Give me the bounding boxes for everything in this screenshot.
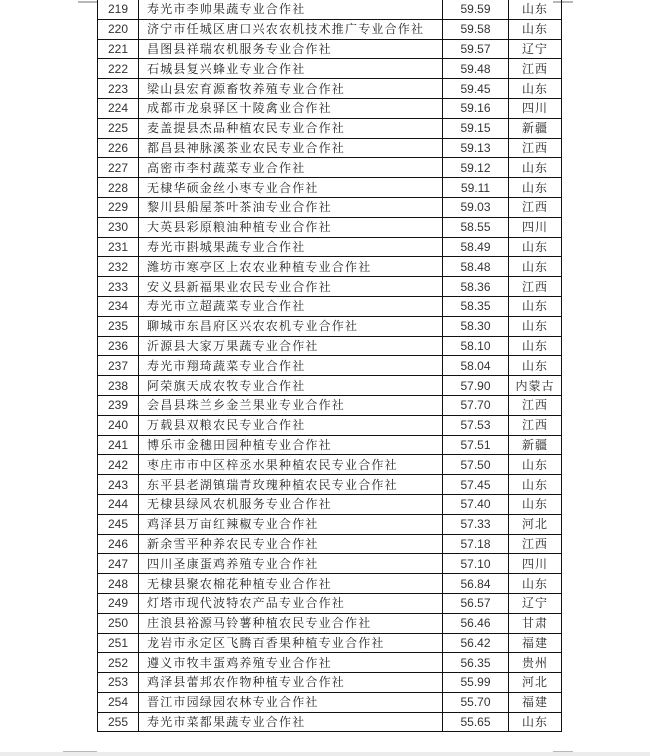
province-cell: 山东 [509,158,562,178]
table-row [98,237,562,257]
province-cell: 江西 [509,395,562,415]
cooperative-name-cell: 都昌县神脉溪茶业农民专业合作社 [139,138,443,158]
rank-cell: 222 [98,59,139,79]
province-cell: 山东 [509,494,562,514]
table-row [98,336,562,356]
province-cell: 山东 [509,178,562,198]
table-row [98,712,562,732]
table-row [98,277,562,297]
cooperative-name-cell: 新余雪平种养农民专业合作社 [139,534,443,554]
score-cell: 59.57 [443,39,509,59]
cooperative-name-cell: 东平县老湖镇瑞青玫瑰种植农民专业合作社 [139,475,443,495]
province-cell: 山东 [509,79,562,99]
table-row [98,534,562,554]
province-cell: 河北 [509,514,562,534]
score-cell: 55.65 [443,712,509,732]
cooperative-name-cell: 寿光市立超蔬菜专业合作社 [139,296,443,316]
score-cell: 58.49 [443,237,509,257]
table-row [98,39,562,59]
rank-cell: 245 [98,514,139,534]
rank-cell: 248 [98,574,139,594]
score-cell: 57.50 [443,455,509,475]
cooperative-name-cell: 石城县复兴蜂业专业合作社 [139,59,443,79]
table-row [98,178,562,198]
table-row [98,613,562,633]
score-cell: 55.70 [443,692,509,712]
rank-cell: 250 [98,613,139,633]
province-cell: 山东 [509,257,562,277]
cooperative-name-cell: 大英县彩原粮油种植专业合作社 [139,217,443,237]
province-cell: 贵州 [509,653,562,673]
score-cell: 57.90 [443,376,509,396]
score-cell: 59.11 [443,178,509,198]
cooperative-name-cell: 枣庄市市中区梓丞水果种植农民专业合作社 [139,455,443,475]
cooperative-name-cell: 博乐市金穗田园种植专业合作社 [139,435,443,455]
cooperative-name-cell: 阿荣旗天成农牧专业合作社 [139,376,443,396]
table-row [98,79,562,99]
cooperative-name-cell: 无棣县绿风农机服务专业合作社 [139,494,443,514]
rank-cell: 229 [98,197,139,217]
table-row [98,494,562,514]
table-row [98,653,562,673]
score-cell: 57.45 [443,475,509,495]
table-row [98,356,562,376]
score-cell: 58.55 [443,217,509,237]
rank-cell: 244 [98,494,139,514]
rank-cell: 226 [98,138,139,158]
table-row [98,455,562,475]
score-cell: 59.15 [443,118,509,138]
score-cell: 57.10 [443,554,509,574]
province-cell: 江西 [509,59,562,79]
rank-cell: 247 [98,554,139,574]
province-cell: 山东 [509,712,562,732]
province-cell: 河北 [509,673,562,693]
rank-cell: 252 [98,653,139,673]
table-row [98,257,562,277]
score-cell: 57.51 [443,435,509,455]
score-cell: 59.45 [443,79,509,99]
rank-cell: 227 [98,158,139,178]
score-cell: 56.46 [443,613,509,633]
rank-cell: 241 [98,435,139,455]
province-cell: 新疆 [509,118,562,138]
rank-cell: 251 [98,633,139,653]
province-cell: 四川 [509,217,562,237]
cooperative-name-cell: 寿光市斟城果蔬专业合作社 [139,237,443,257]
table-row [98,395,562,415]
cooperative-name-cell: 沂源县大家万果蔬专业合作社 [139,336,443,356]
rank-cell: 239 [98,395,139,415]
rank-cell: 219 [98,0,139,19]
rank-cell: 253 [98,673,139,693]
score-cell: 57.40 [443,494,509,514]
cooperative-name-cell: 庄浪县裕源马铃薯种植农民专业合作社 [139,613,443,633]
rank-cell: 231 [98,237,139,257]
province-cell: 山东 [509,19,562,39]
score-cell: 58.10 [443,336,509,356]
province-cell: 山东 [509,475,562,495]
province-cell: 江西 [509,534,562,554]
ranking-table [97,0,562,732]
cooperative-name-cell: 晋江市园绿园农林专业合作社 [139,692,443,712]
cooperative-name-cell: 龙岩市永定区飞腾百香果种植专业合作社 [139,633,443,653]
rank-cell: 228 [98,178,139,198]
province-cell: 山东 [509,455,562,475]
province-cell: 山东 [509,356,562,376]
table-row [98,316,562,336]
province-cell: 新疆 [509,435,562,455]
table-row [98,138,562,158]
cooperative-name-cell: 寿光市菜都果蔬专业合作社 [139,712,443,732]
cooperative-name-cell: 昌图县祥瑞农机服务专业合作社 [139,39,443,59]
score-cell: 59.16 [443,98,509,118]
rank-cell: 230 [98,217,139,237]
province-cell: 辽宁 [509,593,562,613]
cooperative-name-cell: 无棣华硕金丝小枣专业合作社 [139,178,443,198]
cooperative-name-cell: 鸡泽县蕾邦农作物种植专业合作社 [139,673,443,693]
province-cell: 福建 [509,692,562,712]
rank-cell: 223 [98,79,139,99]
rank-cell: 224 [98,98,139,118]
rank-cell: 235 [98,316,139,336]
cooperative-name-cell: 会昌县珠兰乡金兰果业专业合作社 [139,395,443,415]
table-row [98,633,562,653]
rank-cell: 220 [98,19,139,39]
rank-cell: 225 [98,118,139,138]
province-cell: 辽宁 [509,39,562,59]
cooperative-name-cell: 梁山县宏育源畜牧养殖专业合作社 [139,79,443,99]
cooperative-name-cell: 灯塔市现代波特农产品专业合作社 [139,593,443,613]
score-cell: 58.30 [443,316,509,336]
cooperative-name-cell: 麦盖提县杰品种植农民专业合作社 [139,118,443,138]
score-cell: 58.04 [443,356,509,376]
table-row [98,197,562,217]
rank-cell: 255 [98,712,139,732]
table-row [98,59,562,79]
rank-cell: 238 [98,376,139,396]
rank-cell: 232 [98,257,139,277]
cooperative-name-cell: 成都市龙泉驿区十陵禽业合作社 [139,98,443,118]
score-cell: 59.03 [443,197,509,217]
table-row [98,0,562,19]
rank-cell: 243 [98,475,139,495]
rank-cell: 242 [98,455,139,475]
cooperative-name-cell: 安义县新福果业农民专业合作社 [139,277,443,297]
province-cell: 江西 [509,138,562,158]
province-cell: 山东 [509,0,562,19]
table-row [98,475,562,495]
cooperative-name-cell: 济宁市任城区唐口兴农农机技术推广专业合作社 [139,19,443,39]
table-row [98,673,562,693]
ranking-table-body [98,0,562,732]
province-cell: 山东 [509,296,562,316]
rank-cell: 254 [98,692,139,712]
table-row [98,158,562,178]
cooperative-name-cell: 高密市李村蔬菜专业合作社 [139,158,443,178]
cooperative-name-cell: 万载县双粮农民专业合作社 [139,415,443,435]
province-cell: 江西 [509,415,562,435]
score-cell: 55.99 [443,673,509,693]
score-cell: 58.36 [443,277,509,297]
score-cell: 56.57 [443,593,509,613]
page-corner-mark-top-left [78,1,97,3]
province-cell: 四川 [509,554,562,574]
score-cell: 57.18 [443,534,509,554]
table-row [98,554,562,574]
table-row [98,98,562,118]
score-cell: 59.13 [443,138,509,158]
rank-cell: 240 [98,415,139,435]
table-row [98,376,562,396]
score-cell: 58.35 [443,296,509,316]
rank-cell: 249 [98,593,139,613]
score-cell: 56.84 [443,574,509,594]
cooperative-name-cell: 无棣县聚农棉花种植专业合作社 [139,574,443,594]
rank-cell: 236 [98,336,139,356]
rank-cell: 246 [98,534,139,554]
province-cell: 山东 [509,336,562,356]
table-row [98,692,562,712]
table-row [98,593,562,613]
table-row [98,296,562,316]
rank-cell: 221 [98,39,139,59]
rank-cell: 237 [98,356,139,376]
province-cell: 内蒙古 [509,376,562,396]
table-row [98,19,562,39]
province-cell: 甘肃 [509,613,562,633]
cooperative-name-cell: 黎川县船屋茶叶茶油专业合作社 [139,197,443,217]
table-row [98,574,562,594]
table-row [98,435,562,455]
score-cell: 57.70 [443,395,509,415]
province-cell: 山东 [509,316,562,336]
province-cell: 江西 [509,277,562,297]
score-cell: 59.48 [443,59,509,79]
score-cell: 56.42 [443,633,509,653]
score-cell: 57.33 [443,514,509,534]
province-cell: 福建 [509,633,562,653]
province-cell: 四川 [509,98,562,118]
table-row [98,514,562,534]
score-cell: 59.58 [443,19,509,39]
cooperative-name-cell: 四川圣康蛋鸡养殖专业合作社 [139,554,443,574]
province-cell: 山东 [509,574,562,594]
cooperative-name-cell: 鸡泽县万亩红辣椒专业合作社 [139,514,443,534]
score-cell: 59.12 [443,158,509,178]
cooperative-name-cell: 寿光市翔琦蔬菜专业合作社 [139,356,443,376]
province-cell: 山东 [509,237,562,257]
score-cell: 56.35 [443,653,509,673]
score-cell: 57.53 [443,415,509,435]
table-row [98,118,562,138]
table-row [98,415,562,435]
table-row [98,217,562,237]
cooperative-name-cell: 寿光市李帅果蔬专业合作社 [139,0,443,19]
cooperative-name-cell: 潍坊市寒亭区上农农业种植专业合作社 [139,257,443,277]
cooperative-name-cell: 聊城市东昌府区兴农农机专业合作社 [139,316,443,336]
score-cell: 58.48 [443,257,509,277]
rank-cell: 234 [98,296,139,316]
cooperative-name-cell: 遵义市牧丰蛋鸡养殖专业合作社 [139,653,443,673]
province-cell: 江西 [509,197,562,217]
score-cell: 59.59 [443,0,509,19]
page-bottom-edge [0,752,650,756]
rank-cell: 233 [98,277,139,297]
